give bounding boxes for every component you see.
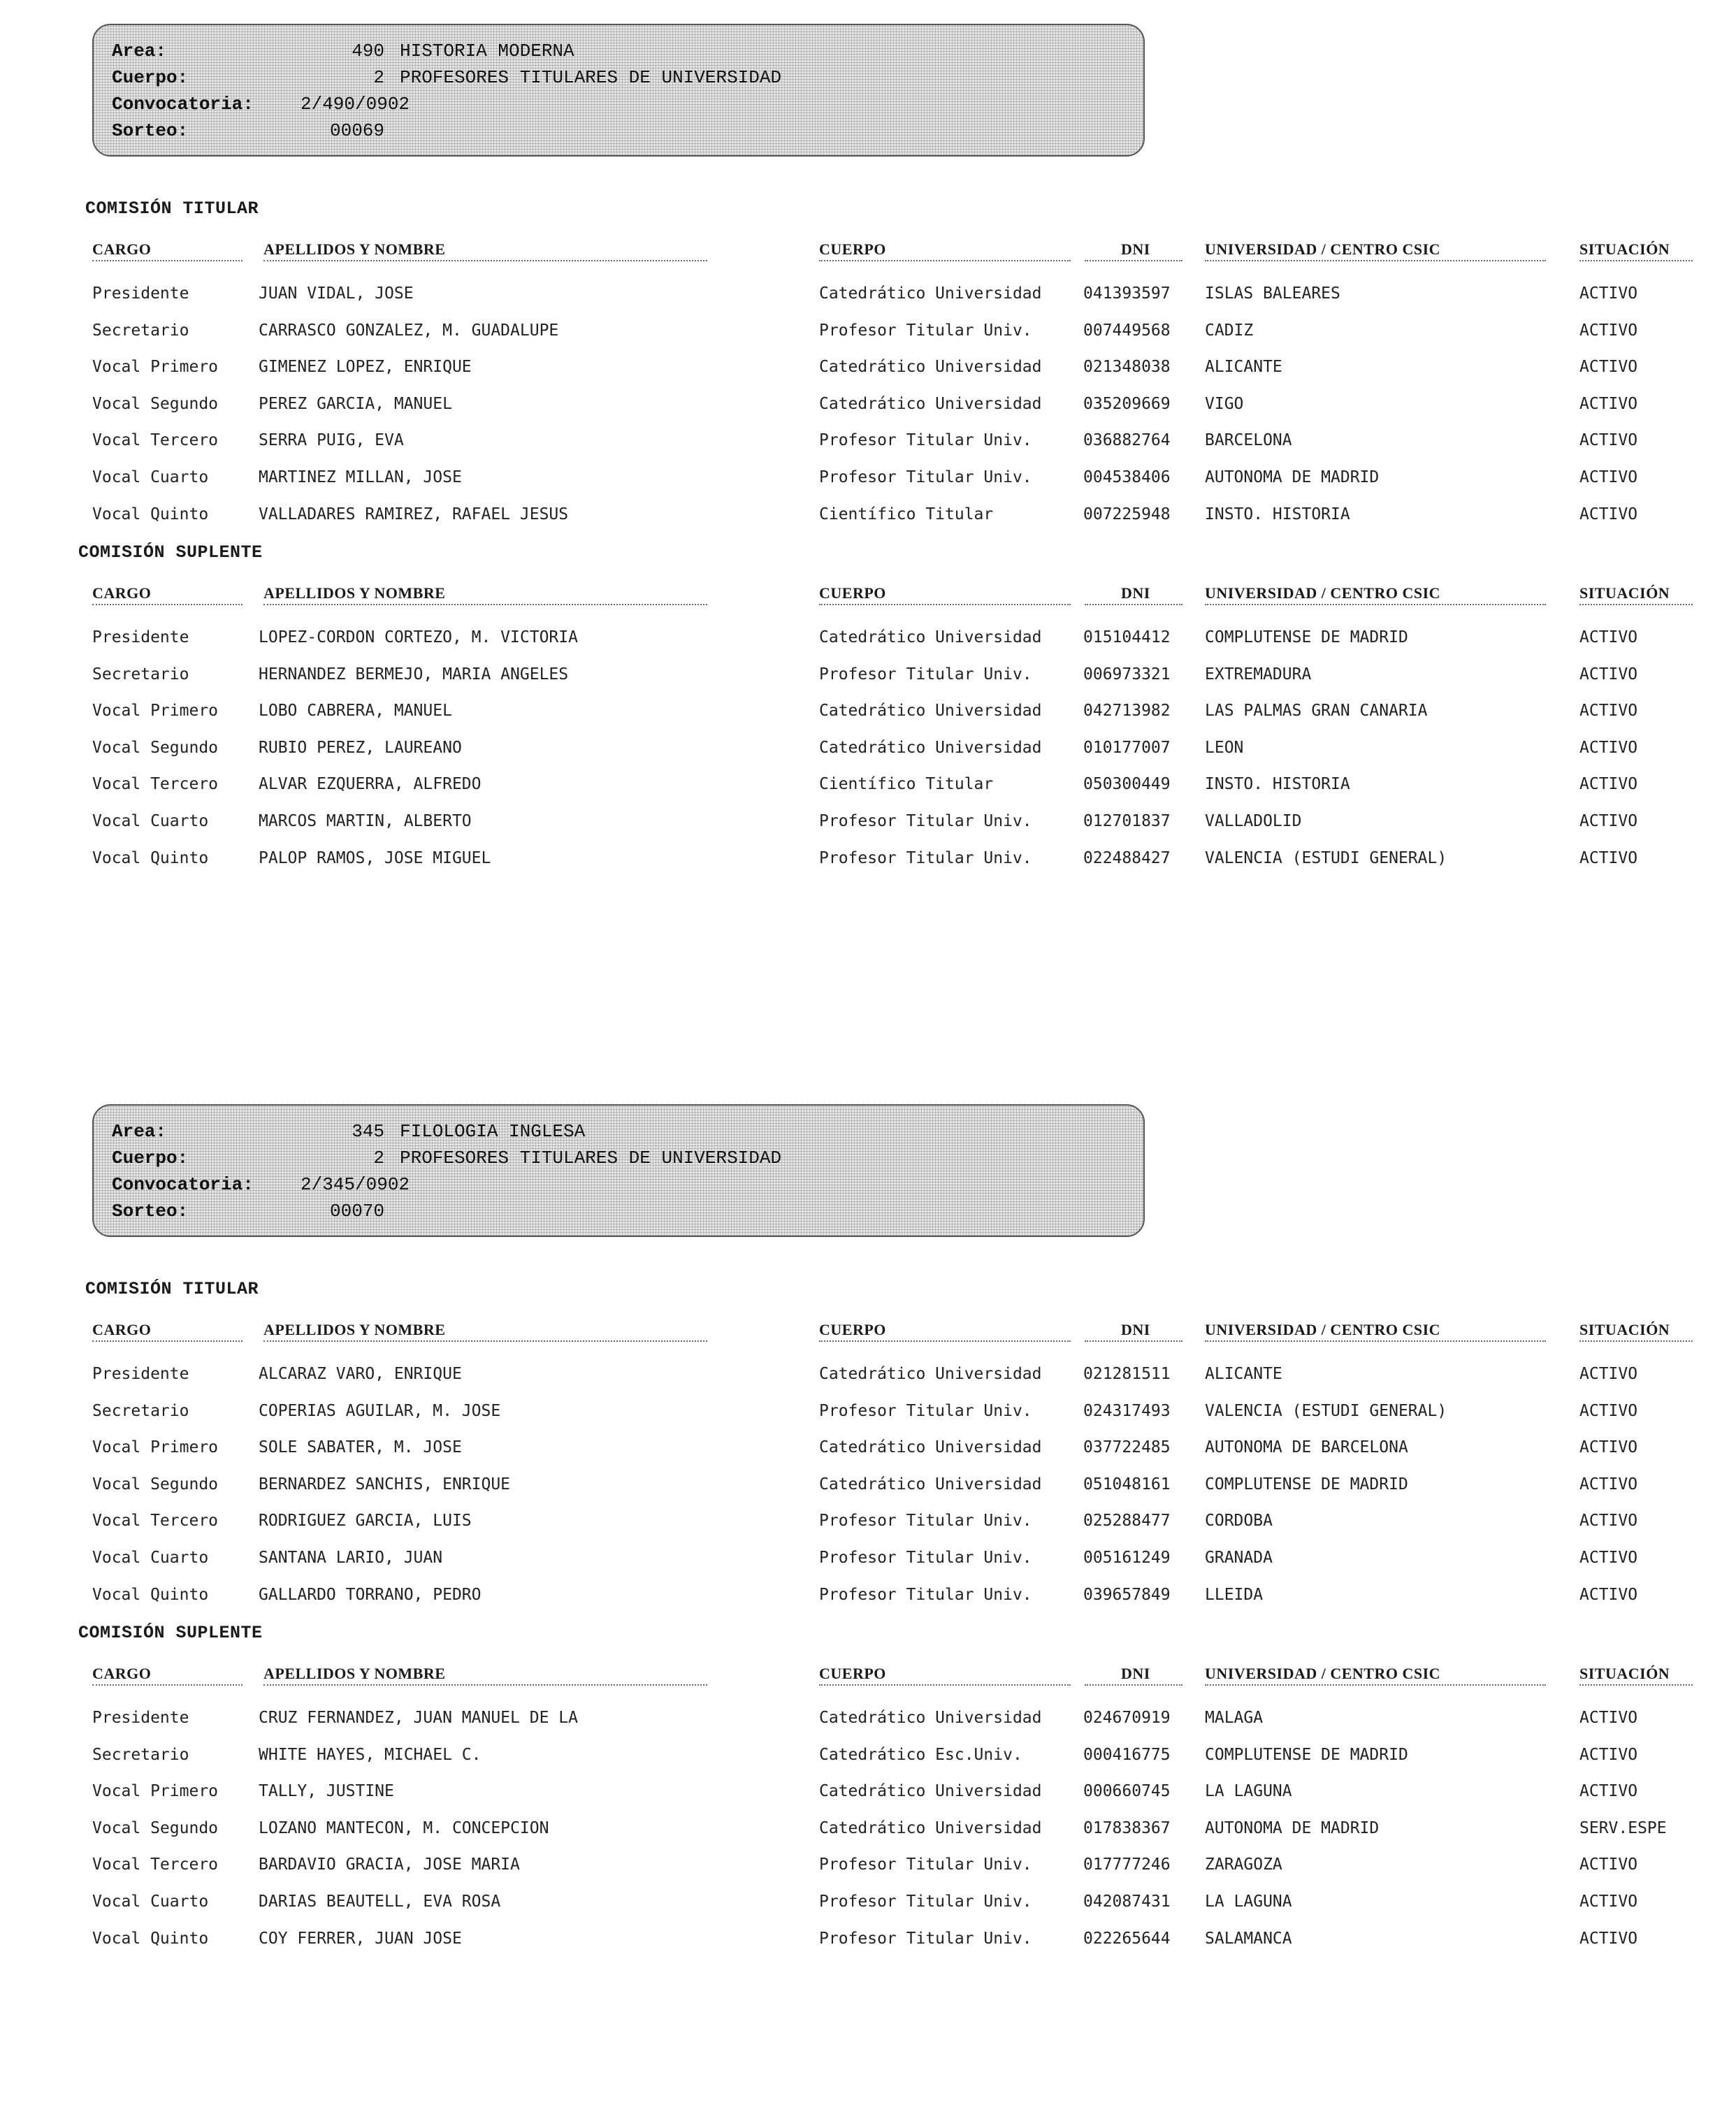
situacion-cell: ACTIVO (1579, 1893, 1638, 1911)
nombre-cell: CARRASCO GONZALEZ, M. GUADALUPE (259, 321, 559, 340)
situacion-cell: ACTIVO (1579, 1402, 1638, 1420)
nombre-cell: SANTANA LARIO, JUAN (259, 1549, 443, 1567)
nombre-cell: WHITE HAYES, MICHAEL C. (259, 1746, 482, 1764)
area-line-description: HISTORIA MODERNA (400, 41, 574, 62)
table-row (92, 1773, 1693, 1809)
header-underline (1579, 604, 1693, 605)
col-dni-header: DNI (1121, 584, 1150, 602)
header-underline (92, 604, 243, 605)
cargo-cell: Vocal Primero (92, 702, 219, 720)
cargo-cell: Vocal Tercero (92, 775, 219, 793)
area-line-label: Area: (112, 41, 167, 62)
cargo-cell: Vocal Tercero (92, 431, 219, 449)
nombre-cell: COY FERRER, JUAN JOSE (259, 1930, 462, 1948)
situacion-cell: ACTIVO (1579, 1438, 1638, 1456)
situacion-cell: ACTIVO (1579, 702, 1638, 720)
situacion-cell: ACTIVO (1579, 468, 1638, 486)
dni-cell: 010177007 (1083, 739, 1171, 757)
cargo-cell: Vocal Quinto (92, 849, 209, 867)
cargo-cell: Vocal Cuarto (92, 812, 209, 830)
cargo-cell: Vocal Segundo (92, 1475, 219, 1493)
situacion-cell: ACTIVO (1579, 1549, 1638, 1567)
cargo-cell: Secretario (92, 321, 189, 340)
cuerpo-cell: Catedrático Universidad (819, 702, 1042, 720)
header-underline (1579, 1684, 1693, 1686)
cuerpo-line-description: PROFESORES TITULARES DE UNIVERSIDAD (400, 67, 782, 88)
universidad-cell: INSTO. HISTORIA (1205, 775, 1350, 793)
cargo-cell: Vocal Segundo (92, 395, 219, 413)
sorteo-line-label: Sorteo: (112, 1201, 189, 1222)
universidad-cell: AUTONOMA DE MADRID (1205, 1819, 1380, 1837)
header-underline (1579, 260, 1693, 261)
col-situacion-header: SITUACIÓN (1579, 1321, 1670, 1338)
universidad-cell: LA LAGUNA (1205, 1782, 1292, 1800)
table-row (92, 496, 1693, 533)
universidad-cell: VALENCIA (ESTUDI GENERAL) (1205, 849, 1447, 867)
col-univ-header: UNIVERSIDAD / CENTRO CSIC (1205, 1665, 1441, 1682)
cuerpo-cell: Catedrático Universidad (819, 284, 1042, 303)
col-situacion-header: SITUACIÓN (1579, 240, 1670, 258)
cargo-cell: Vocal Segundo (92, 1819, 219, 1837)
table-header (92, 1665, 1693, 1687)
universidad-cell: VIGO (1205, 395, 1244, 413)
situacion-cell: ACTIVO (1579, 775, 1638, 793)
nombre-cell: TALLY, JUSTINE (259, 1782, 394, 1800)
situacion-cell: ACTIVO (1579, 505, 1638, 523)
cuerpo-cell: Profesor Titular Univ. (819, 1856, 1032, 1874)
situacion-cell: ACTIVO (1579, 1512, 1638, 1530)
nombre-cell: RUBIO PEREZ, LAUREANO (259, 739, 462, 757)
sorteo-line (112, 1198, 1125, 1224)
universidad-cell: ZARAGOZA (1205, 1856, 1282, 1874)
situacion-cell: ACTIVO (1579, 1709, 1638, 1727)
convocatoria-line (112, 1171, 1125, 1198)
table-row (92, 422, 1693, 458)
dni-cell: 015104412 (1083, 628, 1171, 646)
dni-cell: 000416775 (1083, 1746, 1171, 1764)
dni-cell: 007449568 (1083, 321, 1171, 340)
convocatoria-line-label: Convocatoria: (112, 1174, 254, 1195)
cuerpo-cell: Profesor Titular Univ. (819, 1512, 1032, 1530)
cuerpo-cell: Catedrático Universidad (819, 1475, 1042, 1493)
cuerpo-cell: Catedrático Esc.Univ. (819, 1746, 1022, 1764)
nombre-cell: PALOP RAMOS, JOSE MIGUEL (259, 849, 491, 867)
cargo-cell: Vocal Tercero (92, 1512, 219, 1530)
nombre-cell: GALLARDO TORRANO, PEDRO (259, 1586, 482, 1604)
dni-cell: 007225948 (1083, 505, 1171, 523)
col-cargo-header: CARGO (92, 584, 152, 602)
table-row (92, 1920, 1693, 1957)
dni-cell: 037722485 (1083, 1438, 1171, 1456)
dni-cell: 017838367 (1083, 1819, 1171, 1837)
table-row (92, 1700, 1693, 1736)
cuerpo-cell: Catedrático Universidad (819, 1709, 1042, 1727)
nombre-cell: MARTINEZ MILLAN, JOSE (259, 468, 462, 486)
dni-cell: 025288477 (1083, 1512, 1171, 1530)
nombre-cell: HERNANDEZ BERMEJO, MARIA ANGELES (259, 665, 569, 683)
dni-cell: 017777246 (1083, 1856, 1171, 1874)
col-dni-header: DNI (1121, 240, 1150, 258)
header-underline (263, 1340, 707, 1342)
cargo-cell: Vocal Cuarto (92, 1893, 209, 1911)
cargo-cell: Vocal Primero (92, 358, 219, 376)
sorteo-line (112, 117, 1125, 144)
cuerpo-cell: Catedrático Universidad (819, 739, 1042, 757)
cuerpo-cell: Profesor Titular Univ. (819, 1930, 1032, 1948)
universidad-cell: ALICANTE (1205, 358, 1282, 376)
table-row (92, 693, 1693, 729)
cuerpo-cell: Catedrático Universidad (819, 628, 1042, 646)
nombre-cell: SERRA PUIG, EVA (259, 431, 404, 449)
situacion-cell: ACTIVO (1579, 1782, 1638, 1800)
comision-titular-title: COMISIÓN TITULAR (85, 1279, 259, 1299)
universidad-cell: MALAGA (1205, 1709, 1264, 1727)
universidad-cell: SALAMANCA (1205, 1930, 1292, 1948)
header-underline (1085, 260, 1182, 261)
universidad-cell: COMPLUTENSE DE MADRID (1205, 1475, 1408, 1493)
area-line-description: FILOLOGIA INGLESA (400, 1121, 586, 1142)
header-box (92, 24, 1145, 157)
situacion-cell: ACTIVO (1579, 1365, 1638, 1383)
col-cuerpo-header: CUERPO (819, 1665, 886, 1682)
area-line-label: Area: (112, 1121, 167, 1142)
situacion-cell: ACTIVO (1579, 628, 1638, 646)
col-cuerpo-header: CUERPO (819, 584, 886, 602)
area-line-value: 345 (352, 1121, 384, 1142)
cuerpo-line-description: PROFESORES TITULARES DE UNIVERSIDAD (400, 1148, 782, 1169)
table-row (92, 766, 1693, 802)
header-underline (819, 1684, 1071, 1686)
dni-cell: 021348038 (1083, 358, 1171, 376)
cargo-cell: Vocal Tercero (92, 1856, 219, 1874)
table-row (92, 1393, 1693, 1429)
nombre-cell: PEREZ GARCIA, MANUEL (259, 395, 452, 413)
universidad-cell: EXTREMADURA (1205, 665, 1312, 683)
table-row (92, 1846, 1693, 1883)
col-dni-header: DNI (1121, 1665, 1150, 1682)
dni-cell: 022265644 (1083, 1930, 1171, 1948)
cuerpo-line-value: 2 (373, 1148, 384, 1169)
table-row (92, 803, 1693, 839)
area-line-value: 490 (352, 41, 384, 62)
cuerpo-cell: Profesor Titular Univ. (819, 1893, 1032, 1911)
convocatoria-line-value: 2/490/0902 (301, 94, 410, 115)
header-underline (1085, 1340, 1182, 1342)
universidad-cell: LLEIDA (1205, 1586, 1264, 1604)
cargo-cell: Vocal Cuarto (92, 1549, 209, 1567)
nombre-cell: DARIAS BEAUTELL, EVA ROSA (259, 1893, 501, 1911)
header-underline (92, 1684, 243, 1686)
universidad-cell: GRANADA (1205, 1549, 1273, 1567)
col-cargo-header: CARGO (92, 1321, 152, 1338)
cuerpo-line-label: Cuerpo: (112, 67, 189, 88)
nombre-cell: CRUZ FERNANDEZ, JUAN MANUEL DE LA (259, 1709, 578, 1727)
comision-suplente-title: COMISIÓN SUPLENTE (78, 542, 263, 563)
sorteo-line-value: 00070 (329, 1201, 384, 1222)
dni-cell: 035209669 (1083, 395, 1171, 413)
header-underline (1205, 1684, 1546, 1686)
table-header (92, 584, 1693, 607)
universidad-cell: ISLAS BALEARES (1205, 284, 1340, 303)
cuerpo-cell: Profesor Titular Univ. (819, 665, 1032, 683)
situacion-cell: ACTIVO (1579, 665, 1638, 683)
cargo-cell: Secretario (92, 665, 189, 683)
comision-titular-title: COMISIÓN TITULAR (85, 198, 259, 219)
header-underline (1205, 260, 1546, 261)
table-row (92, 619, 1693, 656)
header-underline (92, 1340, 243, 1342)
situacion-cell: ACTIVO (1579, 812, 1638, 830)
cargo-cell: Vocal Segundo (92, 739, 219, 757)
universidad-cell: LAS PALMAS GRAN CANARIA (1205, 702, 1428, 720)
universidad-cell: BARCELONA (1205, 431, 1292, 449)
cuerpo-cell: Catedrático Universidad (819, 1819, 1042, 1837)
table-row (92, 1810, 1693, 1846)
cargo-cell: Secretario (92, 1746, 189, 1764)
cuerpo-line (112, 64, 1125, 91)
table-row (92, 1540, 1693, 1576)
col-univ-header: UNIVERSIDAD / CENTRO CSIC (1205, 240, 1441, 258)
cuerpo-line-label: Cuerpo: (112, 1148, 189, 1169)
col-cargo-header: CARGO (92, 1665, 152, 1682)
col-nombre-header: APELLIDOS Y NOMBRE (263, 1321, 446, 1338)
nombre-cell: ALVAR EZQUERRA, ALFREDO (259, 775, 482, 793)
situacion-cell: ACTIVO (1579, 1746, 1638, 1764)
dni-cell: 024317493 (1083, 1402, 1171, 1420)
header-underline (819, 260, 1071, 261)
dni-cell: 041393597 (1083, 284, 1171, 303)
nombre-cell: LOPEZ-CORDON CORTEZO, M. VICTORIA (259, 628, 578, 646)
situacion-cell: ACTIVO (1579, 1856, 1638, 1874)
header-underline (263, 604, 707, 605)
col-situacion-header: SITUACIÓN (1579, 1665, 1670, 1682)
universidad-cell: LA LAGUNA (1205, 1893, 1292, 1911)
col-univ-header: UNIVERSIDAD / CENTRO CSIC (1205, 584, 1441, 602)
table-row (92, 656, 1693, 693)
cuerpo-cell: Profesor Titular Univ. (819, 812, 1032, 830)
nombre-cell: RODRIGUEZ GARCIA, LUIS (259, 1512, 472, 1530)
universidad-cell: ALICANTE (1205, 1365, 1282, 1383)
table-row (92, 730, 1693, 766)
cuerpo-cell: Profesor Titular Univ. (819, 849, 1032, 867)
situacion-cell: ACTIVO (1579, 284, 1638, 303)
situacion-cell: ACTIVO (1579, 395, 1638, 413)
nombre-cell: MARCOS MARTIN, ALBERTO (259, 812, 472, 830)
nombre-cell: LOBO CABRERA, MANUEL (259, 702, 452, 720)
dni-cell: 050300449 (1083, 775, 1171, 793)
nombre-cell: VALLADARES RAMIREZ, RAFAEL JESUS (259, 505, 569, 523)
cuerpo-line (112, 1145, 1125, 1171)
universidad-cell: VALENCIA (ESTUDI GENERAL) (1205, 1402, 1447, 1420)
cargo-cell: Presidente (92, 1709, 189, 1727)
table-header (92, 240, 1693, 263)
cuerpo-cell: Científico Titular (819, 775, 994, 793)
nombre-cell: GIMENEZ LOPEZ, ENRIQUE (259, 358, 472, 376)
header-underline (1085, 1684, 1182, 1686)
universidad-cell: CORDOBA (1205, 1512, 1273, 1530)
table-row (92, 386, 1693, 422)
nombre-cell: LOZANO MANTECON, M. CONCEPCION (259, 1819, 549, 1837)
universidad-cell: LEON (1205, 739, 1244, 757)
nombre-cell: COPERIAS AGUILAR, M. JOSE (259, 1402, 501, 1420)
header-underline (1205, 1340, 1546, 1342)
table-row (92, 312, 1693, 349)
cuerpo-line-value: 2 (373, 67, 384, 88)
header-underline (92, 260, 243, 261)
col-univ-header: UNIVERSIDAD / CENTRO CSIC (1205, 1321, 1441, 1338)
universidad-cell: VALLADOLID (1205, 812, 1302, 830)
cuerpo-cell: Profesor Titular Univ. (819, 321, 1032, 340)
cargo-cell: Vocal Primero (92, 1438, 219, 1456)
dni-cell: 022488427 (1083, 849, 1171, 867)
convocatoria-line-value: 2/345/0902 (301, 1174, 410, 1195)
header-underline (1085, 604, 1182, 605)
table-row (92, 1466, 1693, 1503)
header-underline (819, 604, 1071, 605)
situacion-cell: ACTIVO (1579, 431, 1638, 449)
situacion-cell: ACTIVO (1579, 321, 1638, 340)
cargo-cell: Secretario (92, 1402, 189, 1420)
cargo-cell: Vocal Quinto (92, 1930, 209, 1948)
dni-cell: 042087431 (1083, 1893, 1171, 1911)
nombre-cell: BARDAVIO GRACIA, JOSE MARIA (259, 1856, 520, 1874)
area-line (112, 38, 1125, 64)
nombre-cell: BERNARDEZ SANCHIS, ENRIQUE (259, 1475, 511, 1493)
cuerpo-cell: Catedrático Universidad (819, 1365, 1042, 1383)
dni-cell: 021281511 (1083, 1365, 1171, 1383)
universidad-cell: AUTONOMA DE MADRID (1205, 468, 1380, 486)
col-cuerpo-header: CUERPO (819, 1321, 886, 1338)
col-nombre-header: APELLIDOS Y NOMBRE (263, 240, 446, 258)
situacion-cell: ACTIVO (1579, 1586, 1638, 1604)
table-row (92, 1737, 1693, 1773)
table-row (92, 459, 1693, 495)
nombre-cell: JUAN VIDAL, JOSE (259, 284, 414, 303)
header-underline (819, 1340, 1071, 1342)
universidad-cell: COMPLUTENSE DE MADRID (1205, 1746, 1408, 1764)
col-cargo-header: CARGO (92, 240, 152, 258)
cuerpo-cell: Catedrático Universidad (819, 1782, 1042, 1800)
dni-cell: 005161249 (1083, 1549, 1171, 1567)
dni-cell: 051048161 (1083, 1475, 1171, 1493)
situacion-cell: ACTIVO (1579, 1930, 1638, 1948)
cuerpo-cell: Científico Titular (819, 505, 994, 523)
comision-suplente-title: COMISIÓN SUPLENTE (78, 1623, 263, 1643)
table-header (92, 1321, 1693, 1343)
cargo-cell: Vocal Cuarto (92, 468, 209, 486)
dni-cell: 000660745 (1083, 1782, 1171, 1800)
cuerpo-cell: Profesor Titular Univ. (819, 1549, 1032, 1567)
cuerpo-cell: Catedrático Universidad (819, 1438, 1042, 1456)
header-box (92, 1104, 1145, 1237)
header-underline (263, 260, 707, 261)
header-underline (1205, 604, 1546, 605)
dni-cell: 006973321 (1083, 665, 1171, 683)
cuerpo-cell: Profesor Titular Univ. (819, 1402, 1032, 1420)
table-row (92, 1429, 1693, 1466)
table-row (92, 1356, 1693, 1392)
cargo-cell: Presidente (92, 284, 189, 303)
col-nombre-header: APELLIDOS Y NOMBRE (263, 1665, 446, 1682)
table-row (92, 1503, 1693, 1539)
universidad-cell: CADIZ (1205, 321, 1254, 340)
header-underline (263, 1684, 707, 1686)
cargo-cell: Presidente (92, 628, 189, 646)
cuerpo-cell: Catedrático Universidad (819, 358, 1042, 376)
cargo-cell: Vocal Quinto (92, 505, 209, 523)
situacion-cell: ACTIVO (1579, 358, 1638, 376)
col-cuerpo-header: CUERPO (819, 240, 886, 258)
dni-cell: 042713982 (1083, 702, 1171, 720)
situacion-cell: ACTIVO (1579, 1475, 1638, 1493)
table-row (92, 840, 1693, 876)
header-underline (1579, 1340, 1693, 1342)
dni-cell: 012701837 (1083, 812, 1171, 830)
dni-cell: 024670919 (1083, 1709, 1171, 1727)
universidad-cell: AUTONOMA DE BARCELONA (1205, 1438, 1408, 1456)
cuerpo-cell: Profesor Titular Univ. (819, 1586, 1032, 1604)
cargo-cell: Vocal Primero (92, 1782, 219, 1800)
situacion-cell: ACTIVO (1579, 739, 1638, 757)
dni-cell: 004538406 (1083, 468, 1171, 486)
sorteo-line-label: Sorteo: (112, 120, 189, 141)
universidad-cell: COMPLUTENSE DE MADRID (1205, 628, 1408, 646)
cuerpo-cell: Profesor Titular Univ. (819, 468, 1032, 486)
table-row (92, 1883, 1693, 1920)
situacion-cell: ACTIVO (1579, 849, 1638, 867)
cargo-cell: Vocal Quinto (92, 1586, 209, 1604)
sorteo-line-value: 00069 (329, 120, 384, 141)
col-situacion-header: SITUACIÓN (1579, 584, 1670, 602)
col-nombre-header: APELLIDOS Y NOMBRE (263, 584, 446, 602)
convocatoria-line-label: Convocatoria: (112, 94, 254, 115)
area-line (112, 1118, 1125, 1145)
convocatoria-line (112, 91, 1125, 117)
nombre-cell: SOLE SABATER, M. JOSE (259, 1438, 462, 1456)
dni-cell: 036882764 (1083, 431, 1171, 449)
col-dni-header: DNI (1121, 1321, 1150, 1338)
table-row (92, 1577, 1693, 1613)
cuerpo-cell: Catedrático Universidad (819, 395, 1042, 413)
situacion-cell: SERV.ESPE (1579, 1819, 1667, 1837)
table-row (92, 349, 1693, 385)
cuerpo-cell: Profesor Titular Univ. (819, 431, 1032, 449)
nombre-cell: ALCARAZ VARO, ENRIQUE (259, 1365, 462, 1383)
universidad-cell: INSTO. HISTORIA (1205, 505, 1350, 523)
dni-cell: 039657849 (1083, 1586, 1171, 1604)
cargo-cell: Presidente (92, 1365, 189, 1383)
table-row (92, 275, 1693, 312)
